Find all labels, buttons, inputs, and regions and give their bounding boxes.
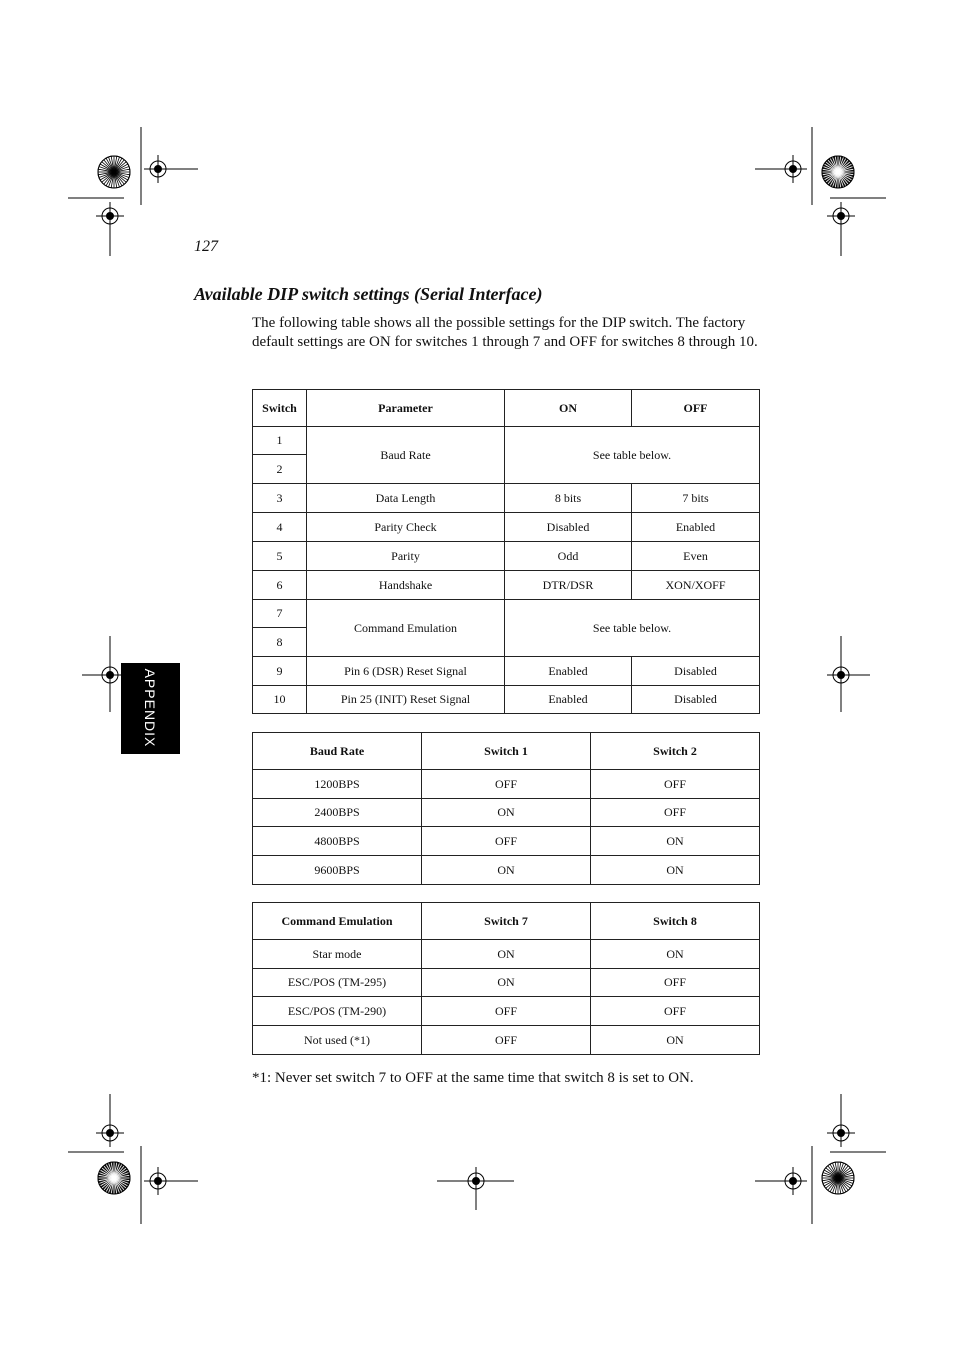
section-heading: Available DIP switch settings (Serial Interface) [194,284,543,304]
table-row [253,1026,760,1055]
table-cell: ON [422,940,591,969]
table-cell: ON [591,1026,760,1055]
table-cell: Star mode [253,940,422,969]
table-row [253,571,760,600]
appendix-side-tab [121,663,180,754]
table-row [253,969,760,997]
off-cell: Disabled [632,686,760,714]
switch-cell: 7 [253,600,307,628]
switch-cell: 10 [253,686,307,714]
table-header-row [253,903,760,940]
header-cell: Switch 7 [422,903,591,940]
table-cell: OFF [591,799,760,827]
parameter-cell: Command Emulation [307,600,505,657]
parameter-cell: Data Length [307,484,505,513]
baud-rate-table [252,732,760,885]
command-emulation-table [252,902,760,1055]
table-row [253,799,760,827]
table-row [253,770,760,799]
table-cell: OFF [591,969,760,997]
table-cell: 9600BPS [253,856,422,885]
table-row [253,542,760,571]
on-cell: Odd [505,542,632,571]
on-cell: Enabled [505,686,632,714]
table-row [253,686,760,714]
table-cell: OFF [422,770,591,799]
switch-cell: 2 [253,455,307,484]
table-row [253,827,760,856]
header-cell: Parameter [307,390,505,427]
table-cell: ON [422,856,591,885]
switch-cell: 8 [253,628,307,657]
switch-cell: 3 [253,484,307,513]
table-cell: ON [591,827,760,856]
off-cell: Enabled [632,513,760,542]
header-cell: Switch 2 [591,733,760,770]
parameter-cell: Pin 6 (DSR) Reset Signal [307,657,505,686]
switch-cell: 1 [253,427,307,455]
table-row [253,600,760,628]
footnote: *1: Never set switch 7 to OFF at the same time that switch 8 is set to ON. [252,1070,694,1086]
parameter-cell: Parity [307,542,505,571]
see-below-cell: See table below. [505,600,760,657]
table-cell: ESC/POS (TM-295) [253,969,422,997]
off-cell: Even [632,542,760,571]
table-row [253,484,760,513]
table-cell: 2400BPS [253,799,422,827]
switch-cell: 9 [253,657,307,686]
switch-cell: 6 [253,571,307,600]
table-row [253,856,760,885]
parameter-cell: Parity Check [307,513,505,542]
table-header-row [253,390,760,427]
header-cell: Switch [253,390,307,427]
table-row [253,513,760,542]
off-cell: Disabled [632,657,760,686]
parameter-cell: Baud Rate [307,427,505,484]
off-cell: XON/XOFF [632,571,760,600]
table-cell: Not used (*1) [253,1026,422,1055]
switch-cell: 5 [253,542,307,571]
see-below-cell: See table below. [505,427,760,484]
table-header-row [253,733,760,770]
intro-paragraph: The following table shows all the possible settings for the DIP switch. The factory default settings are ON for switches 1 through 7 and OFF for switches 8 through 10. [252,315,758,350]
header-cell: OFF [632,390,760,427]
table-row [253,940,760,969]
table-cell: ESC/POS (TM-290) [253,997,422,1026]
appendix-tab-label: APPENDIX [142,668,158,748]
off-cell: 7 bits [632,484,760,513]
table-cell: ON [422,969,591,997]
table-cell: OFF [422,827,591,856]
header-cell: Baud Rate [253,733,422,770]
table-cell: OFF [591,997,760,1026]
table-cell: 1200BPS [253,770,422,799]
on-cell: DTR/DSR [505,571,632,600]
table-cell: OFF [422,1026,591,1055]
on-cell: Disabled [505,513,632,542]
table-cell: ON [422,799,591,827]
parameter-cell: Pin 25 (INIT) Reset Signal [307,686,505,714]
header-cell: ON [505,390,632,427]
table-cell: OFF [422,997,591,1026]
table-cell: OFF [591,770,760,799]
on-cell: Enabled [505,657,632,686]
switch-cell: 4 [253,513,307,542]
table-row [253,997,760,1026]
page-number: 127 [194,238,218,255]
table-row [253,427,760,455]
dip-switch-table [252,389,760,714]
on-cell: 8 bits [505,484,632,513]
table-cell: ON [591,856,760,885]
table-cell: ON [591,940,760,969]
header-cell: Switch 1 [422,733,591,770]
table-row [253,657,760,686]
parameter-cell: Handshake [307,571,505,600]
header-cell: Switch 8 [591,903,760,940]
table-cell: 4800BPS [253,827,422,856]
header-cell: Command Emulation [253,903,422,940]
